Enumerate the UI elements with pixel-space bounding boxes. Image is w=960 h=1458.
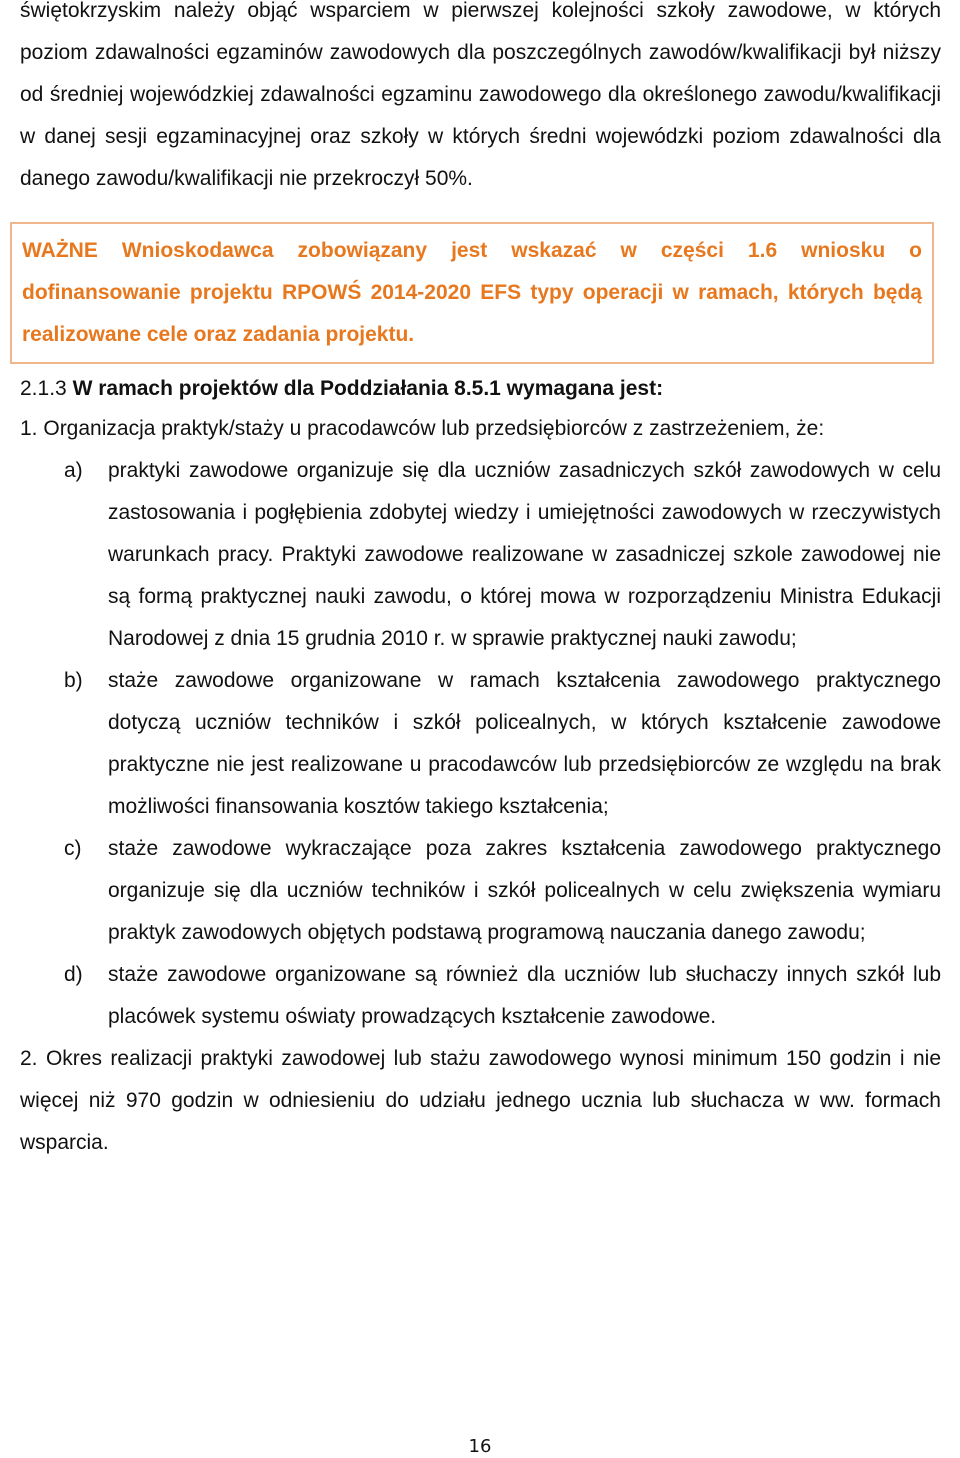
point-1-text: Organizacja praktyk/staży u pracodawców lub przedsiębiorców z zastrzeżeniem, że: — [43, 417, 825, 440]
list-item-marker: c) — [64, 837, 82, 860]
intro-paragraph: świętokrzyskim należy objąć wsparciem w pierwszej kolejności szkoły zawodowe, w których poziom zdawalności egzaminów zawodowych dla poszczególnych zawodów/kwalifikacji był niższy od średniej wojewódzkiej zdawalności egzaminu zawodowego dla określonego zawodu/kwalifikacji w danej sesji egzaminacyjnej oraz szkoły w których średni wojewódzki poziom zdawalności dla danego zawodu/kwalifikacji nie przekroczył 50%. — [20, 0, 941, 190]
list-item-marker: d) — [64, 963, 83, 986]
section-heading — [20, 368, 941, 410]
list-item-marker: b) — [64, 669, 83, 692]
list-item — [20, 660, 941, 828]
point-2-text: Okres realizacji praktyki zawodowej lub stażu zawodowego wynosi minimum 150 godzin i nie więcej niż 970 godzin w odniesieniu do udziału jednego ucznia lub słuchacza w ww. formach wsparcia. — [20, 1047, 941, 1154]
page-number: 16 — [468, 1436, 492, 1457]
list-item-text: praktyki zawodowe organizuje się dla uczniów zasadniczych szkół zawodowych w celu zastosowania i pogłębienia zdobytej wiedzy i umiejętności zawodowych w rzeczywistych warunkach pracy. Praktyki zawodowe realizowane w zasadniczej szkole zawodowej nie są formą praktycznej nauki zawodu, o której mowa w rozporządzeniu Ministra Edukacji Narodowej z dnia 15 grudnia 2010 r. w sprawie praktycznej nauki zawodu; — [108, 459, 941, 650]
list-item-marker: a) — [64, 459, 83, 482]
list-item — [20, 954, 941, 1038]
point-2-number: 2. — [20, 1047, 38, 1070]
important-notice-text: WAŻNE Wnioskodawca zobowiązany jest wskazać w części 1.6 wniosku o dofinansowanie projektu RPOWŚ 2014-2020 EFS typy operacji w ramach, których będą realizowane cele oraz zadania projektu. — [22, 239, 922, 346]
document-page — [20, 0, 941, 1164]
subitem-list — [20, 450, 941, 1038]
list-item-text: staże zawodowe wykraczające poza zakres kształcenia zawodowego praktycznego organizuje się dla uczniów techników i szkół policealnych w celu zwiększenia wymiaru praktyk zawodowych objętych podstawą programową nauczania danego zawodu; — [108, 837, 941, 944]
list-item — [20, 450, 941, 660]
point-2 — [20, 1038, 941, 1164]
list-item — [20, 828, 941, 954]
point-1-number: 1. — [20, 417, 38, 440]
list-item-text: staże zawodowe organizowane są również dla uczniów lub słuchaczy innych szkół lub placówek systemu oświaty prowadzących kształcenie zawodowe. — [108, 963, 941, 1028]
point-1 — [20, 408, 941, 450]
section-number: 2.1.3 — [20, 377, 67, 400]
section-title: W ramach projektów dla Poddziałania 8.5.1 wymagana jest: — [72, 377, 664, 400]
important-notice-box — [10, 222, 934, 364]
list-item-text: staże zawodowe organizowane w ramach kształcenia zawodowego praktycznego dotyczą uczniów techników i szkół policealnych, w których kształcenie zawodowe praktyczne nie jest realizowane u pracodawców lub przedsiębiorców ze względu na brak możliwości finansowania kosztów takiego kształcenia; — [108, 669, 941, 818]
